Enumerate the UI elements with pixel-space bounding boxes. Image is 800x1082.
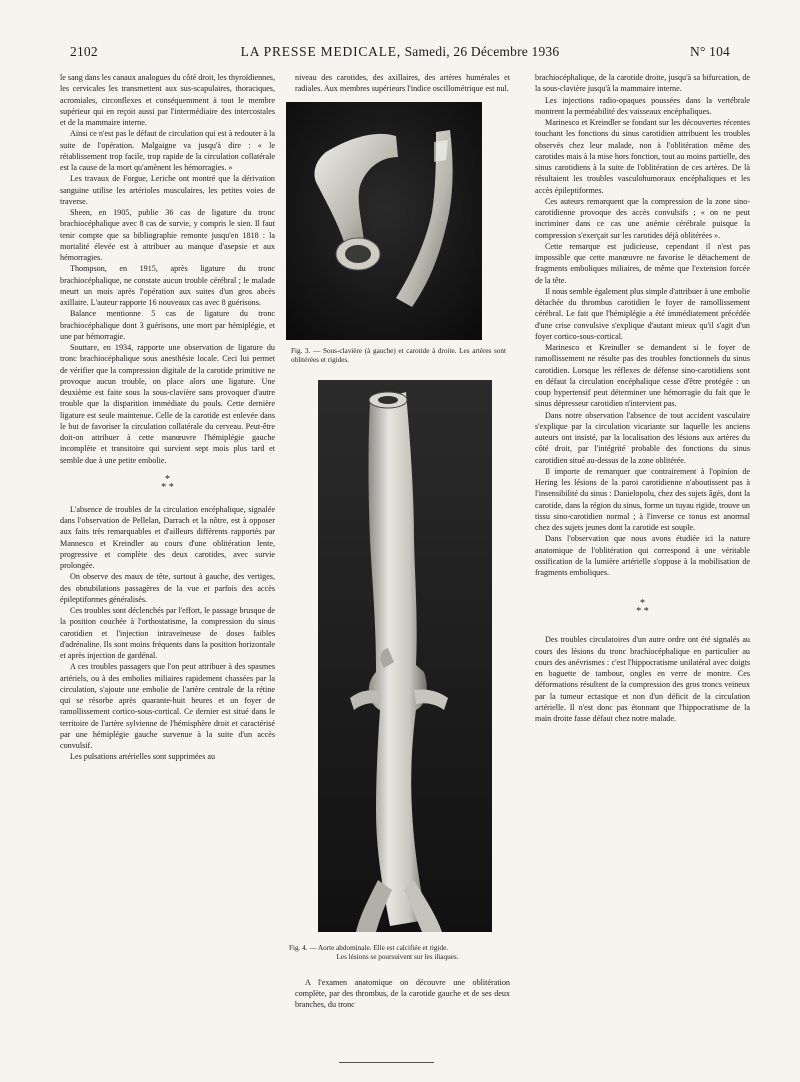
paragraph: Balance mentionne 5 cas de ligature du tronc brachiocéphalique dont 3 guérisons, une mort par hémiplégie, et une par hémorragie. bbox=[60, 309, 275, 341]
issue-number: N° 104 bbox=[690, 44, 730, 59]
paragraph: Les injections radio-opaques poussées dans la vertébrale montrent la perméabilité des vaisseaux encéphaliques. bbox=[535, 95, 750, 116]
paragraph: Cette remarque est judicieuse, cependant il n'est pas impossible que cette manœuvre ne favorise le détachement de fragments emboliques miliaires, de même que l'extension forcée de la tête. bbox=[535, 241, 750, 285]
text-column-left bbox=[60, 72, 275, 763]
figure-3-caption-text: Fig. 3. — Sous-clavière (à gauche) et carotide à droite. Les artères sont oblitérées et rigides. bbox=[291, 346, 506, 364]
text-column-middle bbox=[289, 72, 510, 1010]
paragraph: Marinesco et Kreindler se fondant sur les découvertes récentes touchant les fonctions du sinus carotidien attribuent les troubles observés chez leur malade, non à l'oblitération même des carotides mais à la mise hors fonction, tout au moins partielle, des sinus carotidiens à la suite de l'oblitération de ces artères. De là résultaient les troubles vasculohumoraux encéphaliques et les accès épileptiformes. bbox=[535, 118, 750, 195]
paragraph: Ainsi ce n'est pas le défaut de circulation qui est à redouter à la suite de l'opération. Malgaigne va jusqu'à dire : « le rétablissement trop facile, trop rapide de la circulation collatérale est la cause de la mort qu'amènent les hémorragies. » bbox=[60, 129, 275, 172]
paragraph: Thompson, en 1915, après ligature du tronc brachiocéphalique, ne constate aucun trouble cérébral ; le malade meurt un mois après l'opération aux suites d'un gros abcès axillaire. L'auteur rapporte 16 nouveaux cas avec 8 guérisons. bbox=[60, 264, 275, 307]
paragraph: Souttare, en 1934, rapporte une observation de ligature du tronc brachiocéphalique sous anesthésie locale. Ceci lui permet de vérifier que la compression digitale de la carotide primitive ne provoque aucun trouble, on place alors une ligature. Une deuxième est faite sous la sous-clavière sans provoquer d'autre trouble que la disparition immédiate du pouls. Cette dernière ligature est seule maintenue. Celle de la carotide est enlevée dans le but de favoriser la circulation collatérale du cerveau. Peut-être doit-on attribuer à cette manœuvre l'hémiplégie gauche incomplète et transitoire qui survient sept mois plus tard et semble due à une petite embolie. bbox=[60, 343, 275, 465]
paragraph: Les travaux de Forgue, Leriche ont montré que la dérivation sanguine utilise les artérioles musculaires, les petites voies de traverse. bbox=[60, 174, 275, 206]
paragraph: On observe des maux de tête, surtout à gauche, des vertiges, des obnubilations passagères de la vue et parfois des accès épileptiformes généralisés. bbox=[60, 572, 275, 604]
end-rule bbox=[339, 1062, 434, 1063]
paragraph: A ces troubles passagers que l'on peut attribuer à des spasmes artériels, ou à des embolies miliaires rapidement chassées par la circulation, s'ajoute une embolie de l'artère centrale de la rétine qui se résorbe après quarante-huit heures et un foyer de ramollissement cortico-sous-cortical. Ce dernier est situé dans le territoire de l'artère sylvienne de l'hémisphère droit et caractérisé par une hémiplégie gauche survenue à la suite d'un accès convulsif. bbox=[60, 662, 275, 750]
paragraph: brachiocéphalique, de la carotide droite, jusqu'à sa bifurcation, de la sous-clavière jusqu'à la mammaire interne. bbox=[535, 73, 750, 94]
figure-3-caption bbox=[291, 347, 506, 366]
paragraph: le sang dans les canaux analogues du côté droit, les thyroïdiennes, les cervicales les transmettent aux sus-scapulaires, thoraciques, acromiales, circonflexes et conséquemment à tout le membre supérieur qui en reçoit aussi par l'intermédiaire des intercostales et de la mammaire interne. bbox=[60, 73, 275, 127]
asterisk-bottom: * * bbox=[161, 481, 174, 493]
journal-name: LA PRESSE MEDICALE, bbox=[240, 44, 401, 59]
paragraph: Sheen, en 1905, publie 36 cas de ligature du tronc brachiocéphalique avec 8 cas de survie, y compris le sien. Il faut tenir compte que sa bibliographie remonte jusqu'en 1818 : la mortalité élevée est à attribuer au manque d'asepsie et aux hémorragies. bbox=[60, 208, 275, 262]
paragraph: Les pulsations artérielles sont supprimées au bbox=[70, 752, 216, 762]
paragraph: Dans l'observation que nous avons étudiée ici la nature anatomique de l'oblitération qui correspond à une véritable ossification de la lumière artérielle s'oppose à la mobilisation de fragments emboliques. bbox=[535, 534, 750, 577]
paragraph: Ces auteurs remarquent que la compression de la zone sino-carotidienne provoque des accès convulsifs ; « on ne peut incriminer dans ce cas une anémie cérébrale puisque la compression s'exerçait sur les carotides déjà oblitérées ». bbox=[535, 196, 750, 240]
figure-3-photo bbox=[286, 102, 482, 340]
asterisk-top: * bbox=[640, 598, 645, 610]
figure-4-caption-title: Fig. 4. — Aorte abdominale. Elle est calcifiée et rigide. bbox=[289, 943, 449, 952]
aorta-photo-image bbox=[318, 380, 492, 932]
paragraph: A l'examen anatomique on découvre une oblitération complète, par des thrombus, de la carotide gauche et de ses deux branches, du tronc bbox=[295, 977, 510, 1009]
figure-4-caption-detail: Les lésions se poursuivent sur les iliaques. bbox=[336, 953, 459, 961]
artery-photo-image bbox=[286, 102, 482, 340]
paragraph: niveau des carotides, des axillaires, des artères humérales et radiales. Aux membres supérieurs l'indice oscillométrique est nul. bbox=[295, 73, 510, 94]
paragraph: Des troubles circulatoires d'un autre ordre ont été signalés au cours des lésions du tronc brachiocéphalique en particulier au cours des anévrismes : c'est l'hippocratisme unilatéral avec doigts en baguette de tambour, ongles en verre de montre. Ces déformations résultent de la compression des gros troncs veineux par la tumeur ectasique et non d'un déficit de la circulation artérielle. Il n'est donc pas étonnant que l'hippocratisme de la main droite fasse défaut chez notre malade. bbox=[535, 635, 750, 723]
paragraph: Marinesco et Kreindler se demandent si le foyer de ramollissement ne résulte pas des troubles fonctionnels du sinus carotidien. Lorsque les réflexes de défense sino-carotidiens sont en défaut la circulation encéphalique cesse d'être protégée : un coup hypertensif peut déterminer une hémorragie du fait que le sinus dépresseur carotidien n'intervient pas. bbox=[535, 343, 750, 409]
paragraph: Ces troubles sont déclenchés par l'effort, le passage brusque de la position couchée à l'orthostatisme, la compression du sinus carotidien et l'injection intraveineuse de doses faibles d'adrénaline. Ils sont moins fréquents dans la position horizontale et après injection de gardénal. bbox=[60, 606, 275, 660]
figure-4-caption bbox=[289, 944, 506, 963]
paragraph: Dans notre observation l'absence de tout accident vasculaire s'explique par la circulation vicariante sur laquelle les anciens auteurs ont insisté, par la localisation des lésions aux artères du côté droit, par l'intégrité probable des fonctions du sinus carotidien situé au-dessus de la zone oblitérée. bbox=[535, 410, 750, 465]
asterisk-bottom: * * bbox=[636, 606, 649, 618]
paragraph: Il nous semble également plus simple d'attribuer à une embolie détachée du thrombus carotidien le foyer de ramollissement cérébral. Le fait que l'hémiplégie a été immédiatement précédée d'une crise convulsive s'explique d'autant mieux qu'il s'agit d'un foyer cortico-sous-cortical. bbox=[535, 286, 750, 341]
text-column-right bbox=[535, 72, 750, 724]
running-title bbox=[70, 44, 730, 60]
section-separator bbox=[60, 473, 275, 493]
page-header bbox=[70, 44, 730, 64]
paragraph: L'absence de troubles de la circulation encéphalique, signalée dans l'observation de Pellelan, Darrach et la nôtre, est à opposer aux faits très remarquables et d'ailleurs différents rapportés par Mannesco et Kreindler au cours d'une oblitération lente, progressive et complète des deux carotides, avec survie prolongée. bbox=[60, 504, 275, 570]
figure-4-photo bbox=[318, 380, 492, 932]
section-separator bbox=[535, 600, 750, 616]
asterisk-top: * bbox=[165, 473, 170, 485]
issue-date: Samedi, 26 Décembre 1936 bbox=[404, 44, 560, 59]
page-number: 2102 bbox=[70, 44, 98, 59]
paragraph: Il importe de remarquer que contrairement à l'opinion de Hering les lésions de la paroi carotidienne n'aboutissent pas à l'insensibilité du sinus : Danielopolu, chez des sujets âgés, dont la carotide, dans la région du sinus, forme un tuyau rigide, trouve un tissu sino-carotidien normal ; à l'inverse ce tonus est anormal chez des sujets jeunes dont la carotide est souple. bbox=[535, 466, 750, 532]
